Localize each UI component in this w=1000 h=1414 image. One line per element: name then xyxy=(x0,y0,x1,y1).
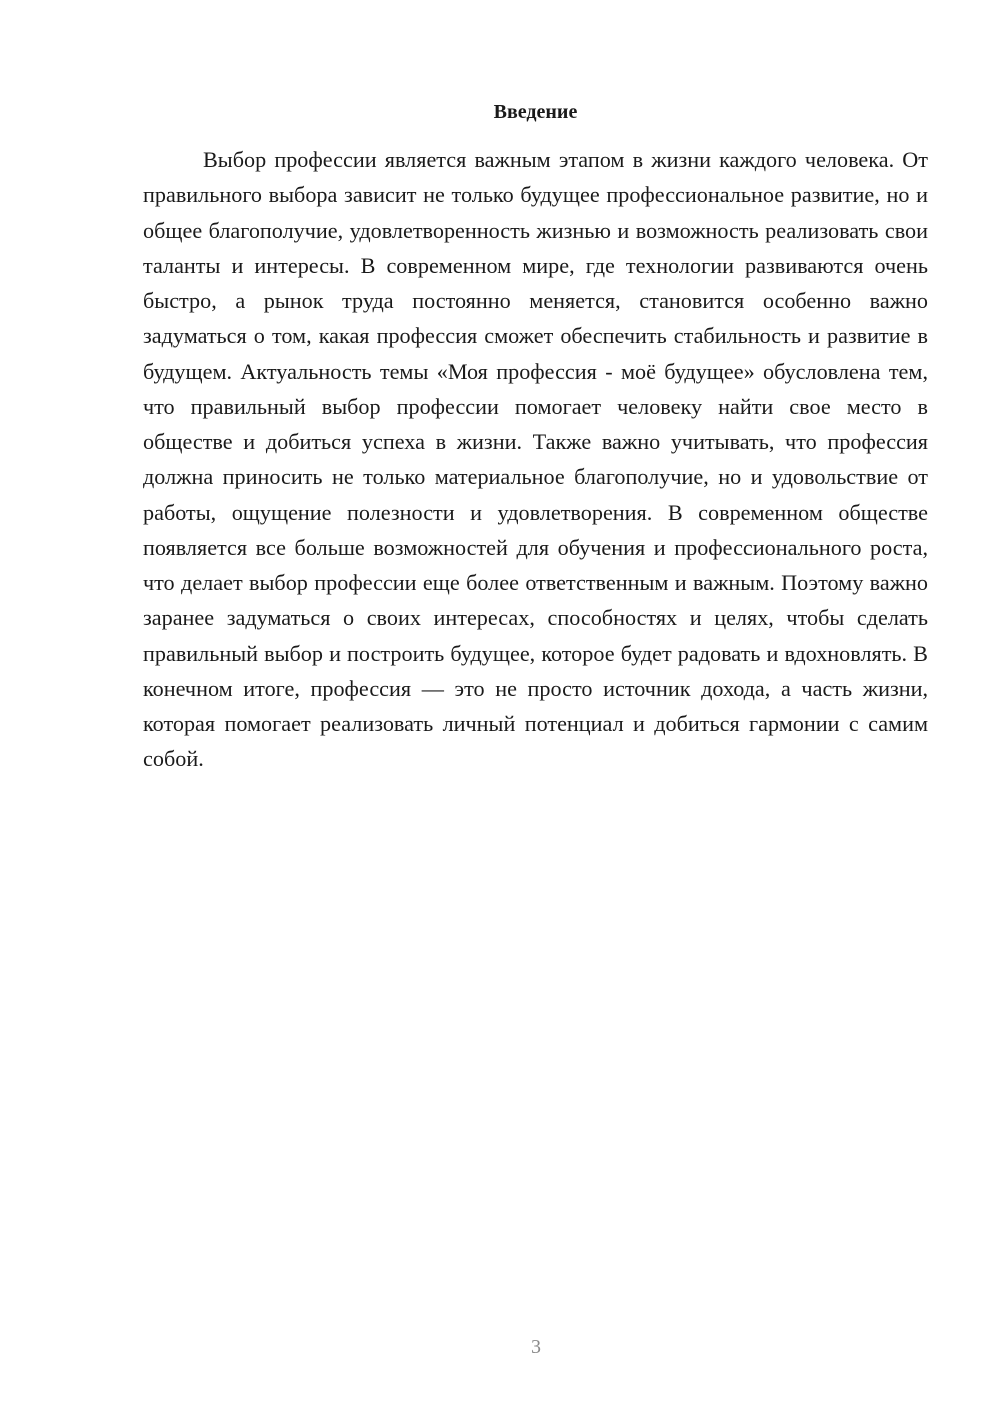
section-heading: Введение xyxy=(493,101,578,123)
page-number: 3 xyxy=(531,1336,541,1358)
body-paragraph: Выбор профессии является важным этапом в жизни каждого человека. От правильного выбора зависит не только будущее профессиональное развитие, но и общее благополучие, удовлетворенность жизнью и возможность реализовать свои таланты и интересы. В современном мире, где технологии развиваются очень быстро, а рынок труда постоянно меняется, становится особенно важно задуматься о том, какая профессия сможет обеспечить стабильность и развитие в будущем. Актуальность темы «Моя профессия - моё будущее» обусловлена тем, что правильный выбор профессии помогает человеку найти свое место в обществе и добиться успеха в жизни. Также важно учитывать, что профессия должна приносить не только материальное благополучие, но и удовольствие от работы, ощущение полезности и удовлетворения. В современном обществе появляется все больше возможностей для обучения и профессионального роста, что делает выбор профессии еще более ответственным и важным. Поэтому важно заранее задуматься о своих интересах, способностях и целях, чтобы сделать правильный выбор и построить будущее, которое будет радовать и вдохновлять. В конечном итоге, профессия — это не просто источник дохода, а часть жизни, которая помогает реализовать личный потенциал и добиться гармонии с самим собой. xyxy=(143,147,928,772)
